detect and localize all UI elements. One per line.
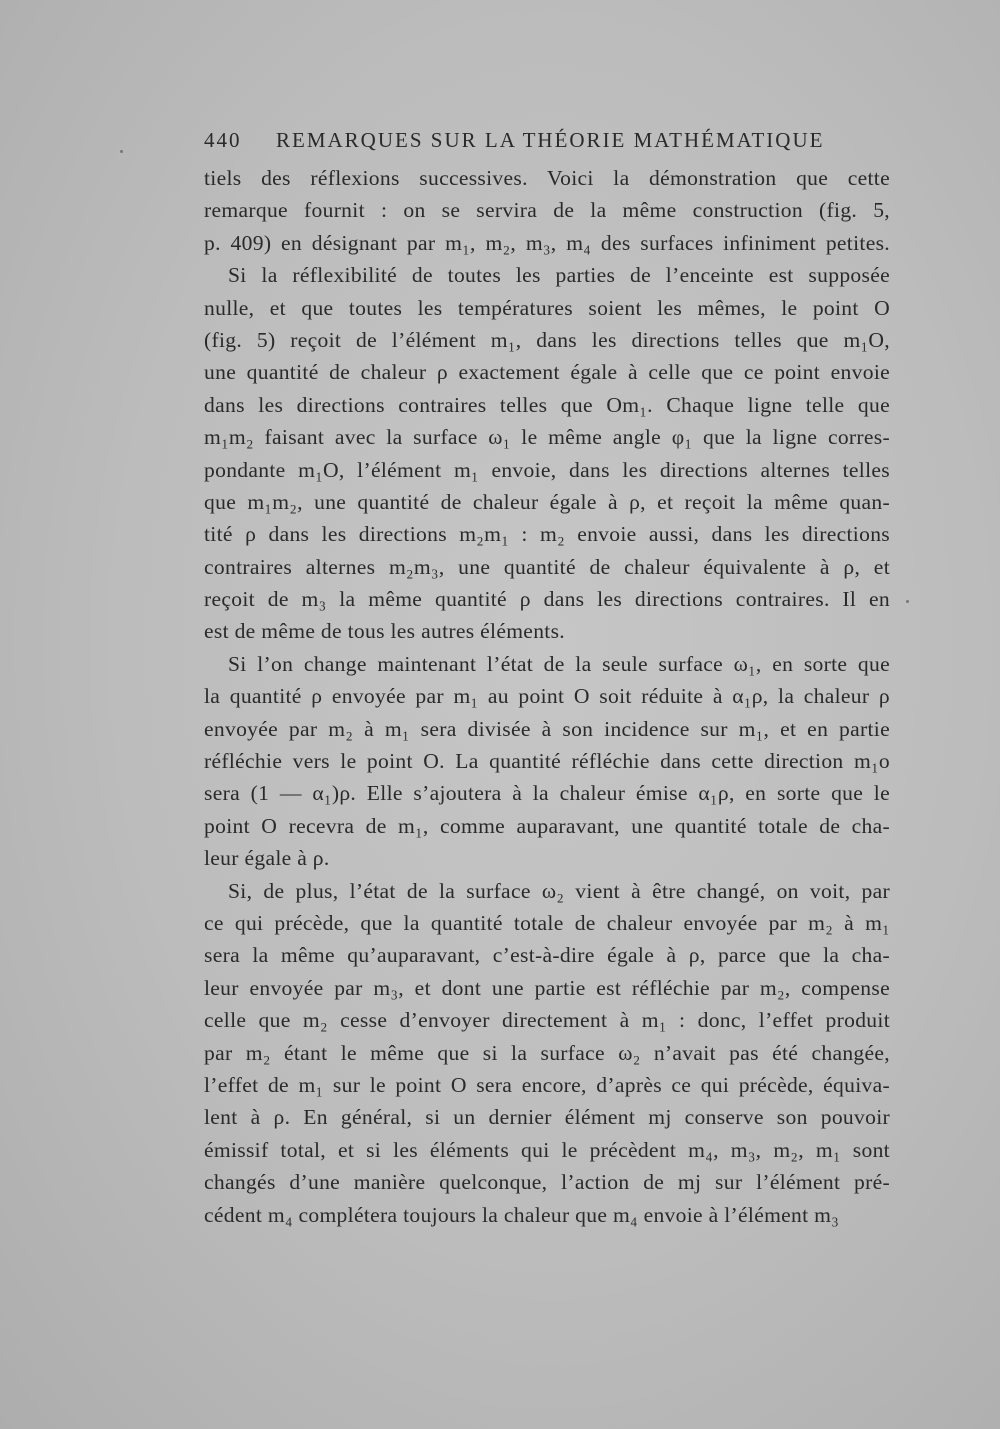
body-text	[204, 162, 890, 1231]
text-line: Si l’on change maintenant l’état de la seule surface ω₁, en sorte que	[228, 651, 890, 676]
text-line: envoyée par m₂ à m₁ sera divisée à son incidence sur m₁, et en partie	[204, 716, 890, 741]
text-line: remarque fournit : on se servira de la même construction (fig. 5,	[204, 198, 890, 223]
text-line: émissif total, et si les éléments qui le précèdent m₄, m₃, m₂, m₁ sont	[204, 1137, 890, 1162]
text-line: tiels des réflexions successives. Voici la démonstration que cette	[204, 166, 890, 190]
text-line: leur envoyée par m₃, et dont une partie est réfléchie par m₂, compense	[204, 975, 890, 1000]
paper-speck	[906, 600, 909, 603]
text-line: réfléchie vers le point O. La quantité réfléchie dans cette direction m₁o	[204, 749, 890, 774]
text-line: la quantité ρ envoyée par m₁ au point O soit réduite à α₁ρ, la chaleur ρ	[204, 684, 890, 709]
text-line: reçoit de m₃ la même quantité ρ dans les directions contraires. Il en	[204, 587, 890, 612]
text-line: que m₁m₂, une quantité de chaleur égale à ρ, et reçoit la même quan-	[204, 489, 890, 514]
text-line: Si la réflexibilité de toutes les parties de l’enceinte est supposée	[228, 263, 890, 288]
text-line: leur égale à ρ.	[204, 846, 330, 871]
text-line: par m₂ étant le même que si la surface ω₂ n’avait pas été changée,	[204, 1040, 890, 1065]
text-line: l’effet de m₁ sur le point O sera encore, d’après ce qui précède, équiva-	[204, 1072, 890, 1097]
text-line: cédent m₄ complétera toujours la chaleur que m₄ envoie à l’élément m₃	[204, 1202, 840, 1227]
text-line: pondante m₁O, l’élément m₁ envoie, dans les directions alternes telles	[204, 457, 890, 482]
text-line: point O recevra de m₁, comme auparavant, une quantité totale de cha-	[204, 813, 890, 838]
text-line: dans les directions contraires telles que Om₁. Chaque ligne telle que	[204, 392, 890, 417]
text-line: changés d’une manière quelconque, l’action de mj sur l’élément pré-	[204, 1170, 890, 1195]
text-line: sera (1 — α₁)ρ. Elle s’ajoutera à la chaleur émise α₁ρ, en sorte que le	[204, 781, 890, 806]
text-line: m₁m₂ faisant avec la surface ω₁ le même angle φ₁ que la ligne corres-	[204, 425, 890, 450]
page-header	[204, 128, 894, 154]
text-line: nulle, et que toutes les températures soient les mêmes, le point O	[204, 295, 890, 320]
text-line: celle que m₂ cesse d’envoyer directement à m₁ : donc, l’effet produit	[204, 1008, 890, 1033]
page-number: 440	[204, 128, 242, 152]
text-line: (fig. 5) reçoit de l’élément m₁, dans les directions telles que m₁O,	[204, 327, 890, 352]
text-line: une quantité de chaleur ρ exactement égale à celle que ce point envoie	[204, 360, 890, 385]
text-line: Si, de plus, l’état de la surface ω₂ vient à être changé, on voit, par	[228, 878, 890, 903]
text-line: contraires alternes m₂m₃, une quantité de chaleur équivalente à ρ, et	[204, 554, 890, 579]
text-line: tité ρ dans les directions m₂m₁ : m₂ envoie aussi, dans les directions	[204, 522, 890, 547]
text-line: sera la même qu’auparavant, c’est-à-dire égale à ρ, parce que la cha-	[204, 943, 890, 968]
text-line: ce qui précède, que la quantité totale de chaleur envoyée par m₂ à m₁	[204, 910, 890, 935]
running-title: REMARQUES SUR LA THÉORIE MATHÉMATIQUE	[276, 128, 825, 152]
text-line: lent à ρ. En général, si un dernier élément mj conserve son pouvoir	[204, 1105, 890, 1130]
text-line: est de même de tous les autres éléments.	[204, 619, 565, 644]
paper-speck	[120, 150, 123, 153]
text-line: p. 409) en désignant par m₁, m₂, m₃, m₄ des surfaces infiniment petites.	[204, 230, 890, 255]
